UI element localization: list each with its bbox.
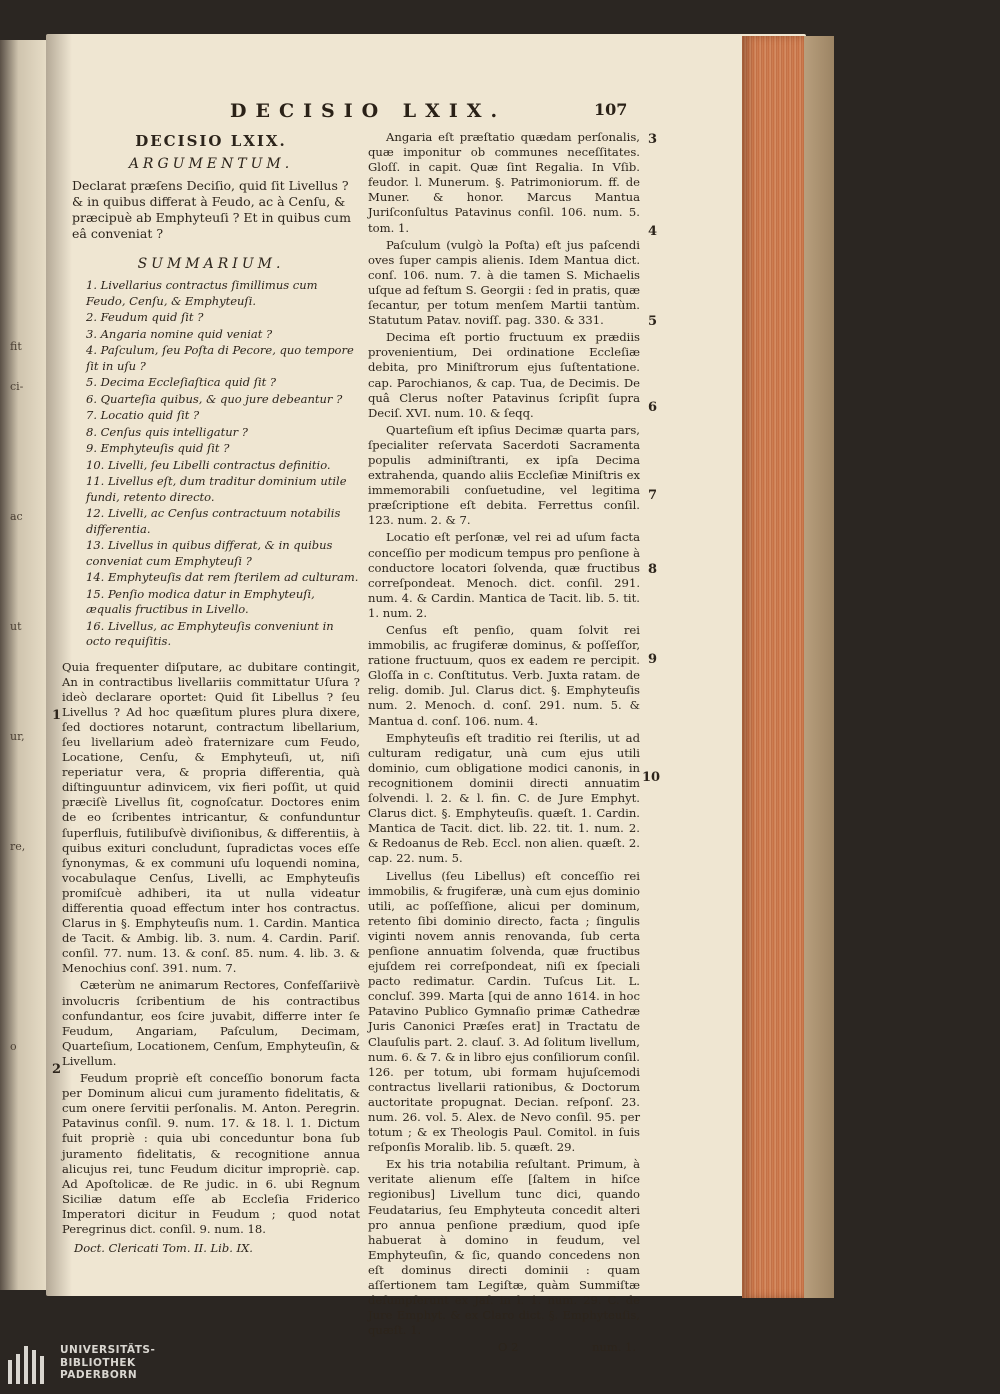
margin-number: 2 [52,1062,62,1077]
logo-line: PADERBORN [60,1369,138,1381]
margin-number: 9 [648,652,658,667]
margin-number: 7 [648,488,658,503]
left-page-edge [0,40,46,1290]
margin-number: 3 [648,132,658,147]
margin-number: 5 [648,314,658,329]
left-fragment: ur, [10,730,25,743]
body-paragraph: Livellus (ſeu Libellus) eſt conceſſio rei immobilis, & frugiferæ, unà cum ejus dominio utili, ac poſſeſſione, alicui per dominum, retento ſibi dominio directo, facta ; ſingulis viginti novem annis renovanda, ſub certa penſione annuatim ſolvenda, quæ fructibus ejuſdem rei correſpondeat, niſi ex ſpeciali pacto redimatur. Cardin. Tuſcus Lit. L. concluſ. 399. Marta [qui de anno 1614. in hoc Patavino Publico Gymnaſio primæ Cathedræ Juris Canonici Præſes erat] in Tractatu de Clauſulis part. 2. clauſ. 3. Ad ſolitum livellum, num. 6. & 7. & in libro ejus conſiliorum conſil. 126. per totum, ubi formam hujuſcemodi contractus livellarii rationibus, & Doctorum auctoritate propugnat. Decian. reſponſ. 23. num. 26. vol. 5. Alex. de Nevo conſil. 95. per totum ; & ex Theologis Paul. Comitol. in ſuis reſponſis Moralib. lib. 5. quæſt. 29. [368,868,640,1155]
body-paragraph: Angaria eſt præſtatio quædam perſonalis, quæ imponitur ob communes neceſſitates. Gloſſ. in capit. Quæ ſint Regalia. In Vſib. feudor. l. Munerum. §. Patrimoniorum. ff. de Muner. & honor. Marcus Mantua Juriſconſultus Patavinus conſil. 106. num. 5. tom. 1. [368,130,640,235]
summary-item: 7. Locatio quid ſit ? [86,408,200,422]
margin-number: 1 [52,708,62,723]
right-column [368,130,640,1354]
summary-item: 3. Angaria nomine quid veniat ? [86,326,273,341]
summarium-list [86,278,360,650]
page-footer [368,1340,640,1354]
left-fragment: ci- [10,380,24,393]
left-column [62,130,360,1255]
summary-item: 4. Paſculum, ſeu Poſta di Pecore, quo tempore ſit in uſu ? [86,343,354,373]
signature-mark: O 2 [498,1340,519,1355]
summary-item: 14. Emphyteuſis dat rem ſterilem ad culturam. [86,570,359,584]
logo-text [60,1344,155,1382]
page-number: 107 [594,100,628,119]
summary-item: 13. Livellus in quibus differat, & in quibus conveniat cum Emphyteuſi ? [86,538,333,568]
left-fragment: re, [10,840,26,853]
argumentum-title: ARGUMENTUM. [128,156,294,172]
summary-item: 16. Livellus, ac Emphyteuſis conveniunt in octo requiſitis. [86,618,334,648]
body-paragraph: Emphyteuſis eſt traditio rei ſterilis, ut ad culturam redigatur, unà cum ejus utili dominio, cum obligatione modici canonis, in recognitionem dominii directi annuatim ſolvendi. l. 2. & l. fin. C. de Jure Emphyt. Clarus dict. §. Emphyteuſis. quæſt. 1. Cardin. Mantica de Tacit. dict. lib. 22. tit. 1. num. 2. & Redoanus de Reb. Eccl. non alien. quæſt. 2. cap. 22. num. 5. [368,730,640,866]
summary-item: 11. Livellus eſt, dum traditur dominium utile fundi, retento directo. [86,474,347,504]
catchword: num. 1. [592,1340,637,1355]
left-fragment: o [10,1040,17,1053]
summary-item: 1. Livellarius contractus ſimillimus cum Feudo, Cenſu, & Emphyteuſi. [86,278,318,308]
body-paragraph: Cæterùm ne animarum Rectores, Confeſſariivè involucris ſcribentium de his contractibus confundantur, eos ſcire juvabit, differre inter ſe Feudum, Angariam, Paſculum, Decimam, Quarteſium, Locationem, Cenſum, Emphyteuſin, & Livellum. [62,978,360,1068]
body-paragraph: Decima eſt portio fructuum ex prædiis provenientium, Dei ordinatione Eccleſiæ debita, pro Miniſtrorum ejus ſuſtentatione. cap. Parochianos, & cap. Tua, de Decimis. De quâ Clerus noſter Patavinus ſcripſit ſupra Deciſ. XVI. num. 10. & ſeqq. [368,330,640,420]
body-paragraph: Quarteſium eſt ipſius Decimæ quarta pars, ſpecialiter reſervata Sacerdoti Sacramenta populis adminiſtranti, ex ipſa Decima extrahenda, quando aliis Eccleſiæ Miniſtris ex immemorabili conſuetudine, vel legitima præſcriptione eſt debita. Ferrettus conſil. 123. num. 2. & 7. [368,422,640,528]
decision-title: DECISIO LXIX. [135,132,287,150]
page-block-edge [742,36,804,1298]
summary-item: 8. Cenſus quis intelligatur ? [86,424,248,439]
summary-item: 9. Emphyteuſis quid ſit ? [86,441,230,455]
left-fragment: ac [10,510,23,523]
body-paragraph: Feudum propriè eſt conceſſio bonorum facta per Dominum alicui cum juramento fidelitatis, & cum onere ſervitii perſonalis. M. Anton. Peregrin. Patavinus conſil. 9. num. 17. & 18. l. 1. Dictum fuit propriè : quia ubi conceduntur bona ſub juramento fidelitatis, & recognitione annua alicujus rei, tunc Feudum dicitur impropriè. cap. Ad Apoſtolicæ. de Re judic. in 6. ubi Regnum Siciliæ datum eſſe ab Eccleſia Friderico Imperatori dicitur in Feudum ; quod notat Peregrinus dict. conſil. 9. num. 18. [62,1071,360,1236]
footer-reference: Doct. Clericati Tom. II. Lib. IX. [74,1241,253,1256]
argumentum-text: Declarat præſens Deciſio, quid ſit Livellus ? & in quibus differat à Feudo, ac à Cenſu, & præcipuè ab Emphyteuſi ? Et in quibus cum eâ conveniat ? [72,178,351,241]
running-title: DECISIO LXIX. [230,100,507,122]
summary-item: 10. Livelli, ſeu Libelli contractus definitio. [86,457,331,472]
left-fragment: fit [10,340,22,353]
body-paragraph: Quia frequenter diſputare, ac dubitare contingit, An in contractibus livellariis committatur Uſura ? ideò declarare oportet: Quid ſit Libellus ? ſeu Livellus ? Ad hoc quæſitum plures plura dixere, ſed doctiores notarunt, contractum libellarium, ſeu livellarium adeò fraternizare cum Feudo, Locatione, Cenſu, & Emphyteuſi, ut, niſi reperiatur vera, & propria differentia, quà diſtinguuntur adinvicem, vix fieri poſſit, ut quid præciſè Livellus ſit, cognoſcatur. Doctores enim de eo ſcribentes intricantur, & confunduntur ſuperfluis, futilibuſvè diviſionibus, & differentiis, à quibus exituri concludunt, ſupradictas voces eſſe ſynonymas, & ex communi uſu loquendi nomina, vocabulaque Cenſus, Livelli, ac Emphyteuſis promiſcuè adhiberi, ita ut nulla videatur differentia quoad effectum inter hos contractus. Clarus in §. Emphyteuſis num. 1. Cardin. Mantica de Tacit. & Ambig. lib. 3. num. 4. Cardin. Pariſ. conſil. 77. num. 13. & conſ. 85. num. 4. lib. 3. & Menochius conſ. 391. num. 7. [62,659,360,976]
logo-mark-icon [8,1346,52,1384]
summary-item: 6. Quarteſia quibus, & quo jure debeantur ? [86,391,343,406]
margin-number: 8 [648,562,658,577]
body-paragraph: Ex his tria notabilia reſultant. Primum, à veritate alienum eſſe [ſaltem in hiſce regionibus] Livellum tunc dici, quando Feudatarius, ſeu Emphyteuta concedit alteri pro annua penſione prædium, quod ipſe habuerat à domino in feudum, vel Emphyteuſin, & ſic, quando concedens non eſt dominus directi dominii : quam aſſertionem tam Legiſtæ, quàm Summiſtæ deſumpſerunt ex Jaſ. in l. 1. num. 29. C. de Jure Emphyt. & ex Claro dict. §. Emphyteuſis, quæſt. 1. [368,1157,640,1338]
margin-number: 4 [648,224,658,239]
margin-number: 10 [642,770,661,785]
summary-item: 15. Penſio modica datur in Emphyteuſi, æqualis fructibus in Livello. [86,586,315,616]
book-cover-edge [804,36,834,1298]
body-paragraph: Locatio eſt perſonæ, vel rei ad uſum facta conceſſio per modicum tempus pro penſione à conductore locatori ſolvenda, quæ fructibus correſpondeat. Menoch. dict. conſil. 291. num. 4. & Cardin. Mantica de Tacit. lib. 5. tit. 1. num. 2. [368,530,640,620]
left-fragment: ut [10,620,22,633]
library-logo [8,1344,248,1390]
summary-item: 12. Livelli, ac Cenſus contractuum notabilis differentia. [86,506,341,536]
summary-item: 2. Feudum quid ſit ? [86,310,204,324]
logo-line: BIBLIOTHEK [60,1356,136,1369]
margin-number: 6 [648,400,658,415]
summary-item: 5. Decima Eccleſiaſtica quid ſit ? [86,375,277,389]
logo-line: UNIVERSITÄTS- [60,1344,156,1356]
body-paragraph: Cenſus eſt penſio, quam ſolvit rei immobilis, ac frugiferæ dominus, & poſſeſſor, ratione fructuum, quos ex eadem re percipit. Gloſſa in c. Conſtitutus. Verb. Juxta ratam. de relig. domib. Jul. Clarus dict. §. Emphyteuſis num. 2. Menoch. d. conſ. 291. num. 5. & Mantua d. conſ. 106. num. 4. [368,623,640,728]
summarium-title: SUMMARIUM. [137,256,285,272]
body-paragraph: Paſculum (vulgò la Poſta) eſt jus paſcendi oves ſuper campis alienis. Idem Mantua dict. conſ. 106. num. 7. à die tamen S. Michaelis uſque ad feſtum S. Georgii : ſed in pratis, quæ ſecantur, per totum menſem Martii tantùm. Statutum Patav. noviſſ. pag. 330. & 331. [368,237,640,328]
